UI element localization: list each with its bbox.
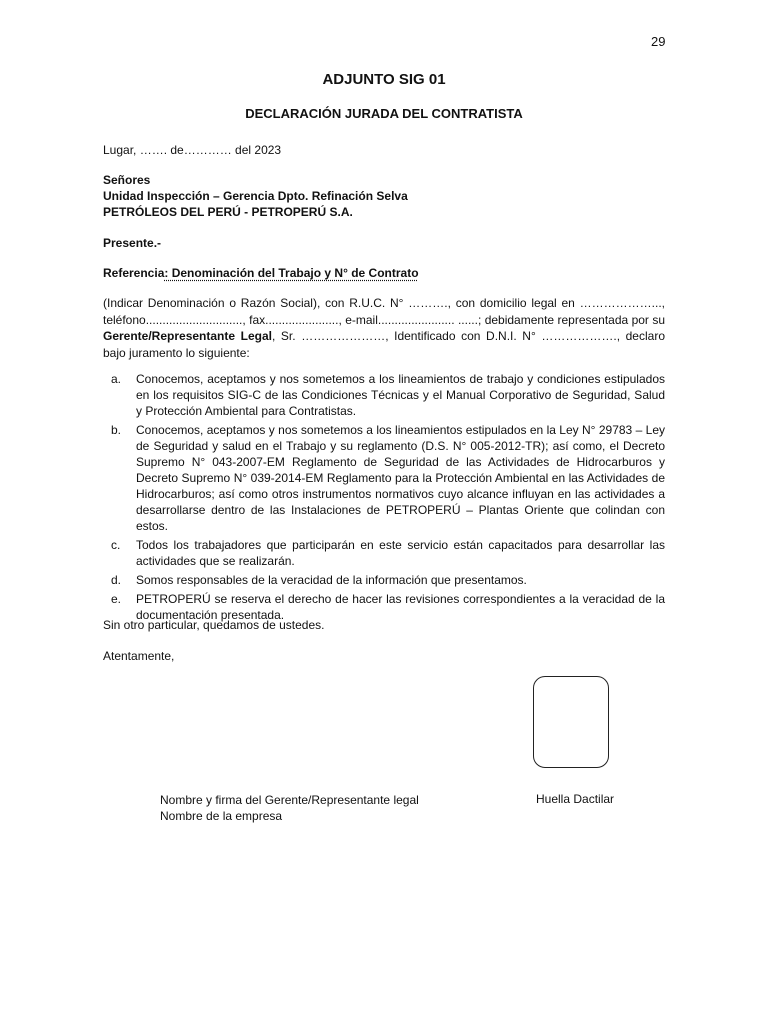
list-marker: c. xyxy=(111,538,121,552)
list-item-text: Somos responsables de la veracidad de la información que presentamos. xyxy=(136,573,527,587)
reference-line xyxy=(103,265,419,281)
list-item xyxy=(103,422,665,534)
list-marker: e. xyxy=(111,592,122,606)
list-item-text: Conocemos, aceptamos y nos sometemos a los lineamientos estipulados en la Ley N° 29783 – Ley de Seguridad y salud en el Trabajo y su reglamento (D.S. N° 005-2012-TR); así como, el Decreto Supremo N° 043-2007-EM Reglamento de Seguridad de las Actividades de Hidrocarburos y Decreto Supremo N° 039-2014-EM Reglamento para la Protección Ambiental en las Actividades de Hidrocarburos; así como otros instrumentos normativos cuyo alcance influyan en las actividades a desarrollarse dentro de las Instalaciones de PETROPERÚ – Plantas Oriente que colindan con estos. xyxy=(136,423,665,533)
list-marker: b. xyxy=(111,423,122,437)
declaration-paragraph xyxy=(103,295,665,361)
declaration-part-2: , Sr. …………………, Identificado con D.N.I. N° ………………., declaro bajo juramento lo siguiente: xyxy=(103,329,665,360)
list-item-text: Conocemos, aceptamos y nos sometemos a los lineamientos de trabajo y condiciones estipulados en los requisitos SIG-C de las Condiciones Técnicas y el Manual Corporativo de Seguridad, Salud y Protección Ambiental para Contratistas. xyxy=(136,372,665,418)
page-number: 29 xyxy=(651,34,666,49)
reference-text: Denominación del Trabajo y N° de Contrato xyxy=(168,266,419,280)
signature-company-line: Nombre de la empresa xyxy=(160,809,283,823)
presente-label: Presente.- xyxy=(103,236,162,250)
list-item xyxy=(103,371,665,419)
recipient-line-2: PETRÓLEOS DEL PERÚ - PETROPERÚ S.A. xyxy=(103,205,353,219)
commitments-list xyxy=(103,371,665,626)
declaration-part-1: (Indicar Denominación o Razón Social), con R.U.C. N° ………., con domicilio legal en ………………..., teléfono............................., fax......................, e-mail....................... ......; debidamente representada por su xyxy=(103,296,665,327)
atentamente-line: Atentamente, xyxy=(103,649,175,663)
document-subtitle: DECLARACIÓN JURADA DEL CONTRATISTA xyxy=(245,106,523,121)
fingerprint-box xyxy=(533,676,609,768)
reference-colon: : xyxy=(164,266,169,280)
list-item xyxy=(103,572,665,588)
fingerprint-label: Huella Dactilar xyxy=(536,792,615,806)
reference-label: Referencia xyxy=(103,266,165,280)
signature-name-line: Nombre y firma del Gerente/Representante legal xyxy=(160,793,419,807)
list-item xyxy=(103,537,665,569)
list-item-text: PETROPERÚ se reserva el derecho de hacer las revisiones correspondientes a la veracidad de la documentación presentada. xyxy=(136,592,665,622)
closing-line: Sin otro particular, quedamos de ustedes. xyxy=(103,618,325,632)
document-title: ADJUNTO SIG 01 xyxy=(322,71,446,88)
list-item-text: Todos los trabajadores que participarán en este servicio están capacitados para desarrollar las actividades que se realizarán. xyxy=(136,538,665,568)
list-marker: a. xyxy=(111,372,122,386)
recipient-line-1: Unidad Inspección – Gerencia Dpto. Refinación Selva xyxy=(103,189,408,203)
recipient-salutation: Señores xyxy=(103,173,151,187)
place-date-line: Lugar, ……. de………… del 2023 xyxy=(103,143,282,157)
declaration-bold-role: Gerente/Representante Legal xyxy=(103,329,272,343)
list-marker: d. xyxy=(111,573,122,587)
